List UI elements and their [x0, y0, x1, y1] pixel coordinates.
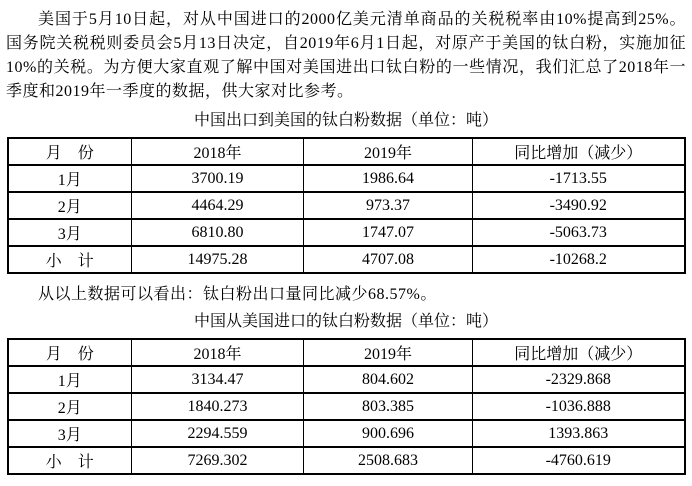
column-header-yoy-change: 同比增加（减少）	[473, 339, 685, 366]
export-table-title: 中国出口到美国的钛白粉数据（单位：吨）	[193, 112, 498, 129]
table-cell-2019: 803.385	[304, 393, 473, 420]
import-table-title: 中国从美国进口的钛白粉数据（单位：吨）	[193, 313, 498, 330]
table-cell-2019: 804.602	[304, 366, 473, 393]
table-cell-2018: 1840.273	[132, 393, 304, 420]
column-header-2019: 2019年	[304, 339, 473, 366]
table-cell-2019: 973.37	[304, 192, 473, 219]
table-cell-2019: 2508.683	[304, 447, 473, 474]
table-cell-2018: 4464.29	[132, 192, 304, 219]
table-cell-yoy: -3490.92	[473, 192, 685, 219]
table-cell-month: 1月	[8, 366, 132, 393]
intro-paragraph: 美国于5月10日起，对从中国进口的2000亿美元清单商品的关税税率由10%提高到25%。国务院关税税则委员会5月13日决定，自2019年6月1日起，对原产于美国的钛白粉，实施加征10%的关税。为方便大家直观了解中国对美国进出口钛白粉的一些情况，我们汇总了2018年一季度和2019年一季度的数据，供大家对比参考。	[6, 11, 686, 100]
table-cell-2018: 7269.302	[132, 447, 304, 474]
table-cell-2018: 14975.28	[132, 246, 304, 273]
column-header-yoy-change: 同比增加（减少）	[473, 138, 685, 165]
table-cell-month: 3月	[8, 420, 132, 447]
table-cell-yoy: -1036.888	[473, 393, 685, 420]
table-cell-yoy: -4760.619	[473, 447, 685, 474]
import-table-header-row	[8, 339, 685, 366]
table-row-subtotal	[8, 447, 685, 474]
table-cell-2018: 3134.47	[132, 366, 304, 393]
table-row	[8, 192, 685, 219]
table-cell-month: 3月	[8, 219, 132, 246]
table-cell-2018: 2294.559	[132, 420, 304, 447]
export-table	[7, 137, 686, 274]
table-cell-yoy: -1713.55	[473, 165, 685, 192]
table-cell-month: 小 计	[8, 447, 132, 474]
table-row	[8, 393, 685, 420]
table-cell-yoy: -5063.73	[473, 219, 685, 246]
column-header-2019: 2019年	[304, 138, 473, 165]
table-cell-month: 2月	[8, 192, 132, 219]
table-row-subtotal	[8, 246, 685, 273]
table-cell-2018: 6810.80	[132, 219, 304, 246]
import-table	[7, 338, 686, 475]
export-table-header-row	[8, 138, 685, 165]
table-cell-month: 2月	[8, 393, 132, 420]
table-cell-2019: 1986.64	[304, 165, 473, 192]
column-header-month: 月 份	[8, 138, 132, 165]
observation-text: 从以上数据可以看出：钛白粉出口量同比减少68.57%。	[38, 286, 437, 303]
table-cell-yoy: 1393.863	[473, 420, 685, 447]
table-cell-month: 1月	[8, 165, 132, 192]
table-cell-2019: 4707.08	[304, 246, 473, 273]
table-row	[8, 219, 685, 246]
table-cell-2019: 1747.07	[304, 219, 473, 246]
table-row	[8, 420, 685, 447]
table-cell-2019: 900.696	[304, 420, 473, 447]
table-cell-yoy: -10268.2	[473, 246, 685, 273]
table-cell-month: 小 计	[8, 246, 132, 273]
column-header-month: 月 份	[8, 339, 132, 366]
table-row	[8, 366, 685, 393]
column-header-2018: 2018年	[132, 138, 304, 165]
table-row	[8, 165, 685, 192]
table-cell-yoy: -2329.868	[473, 366, 685, 393]
table-cell-2018: 3700.19	[132, 165, 304, 192]
column-header-2018: 2018年	[132, 339, 304, 366]
